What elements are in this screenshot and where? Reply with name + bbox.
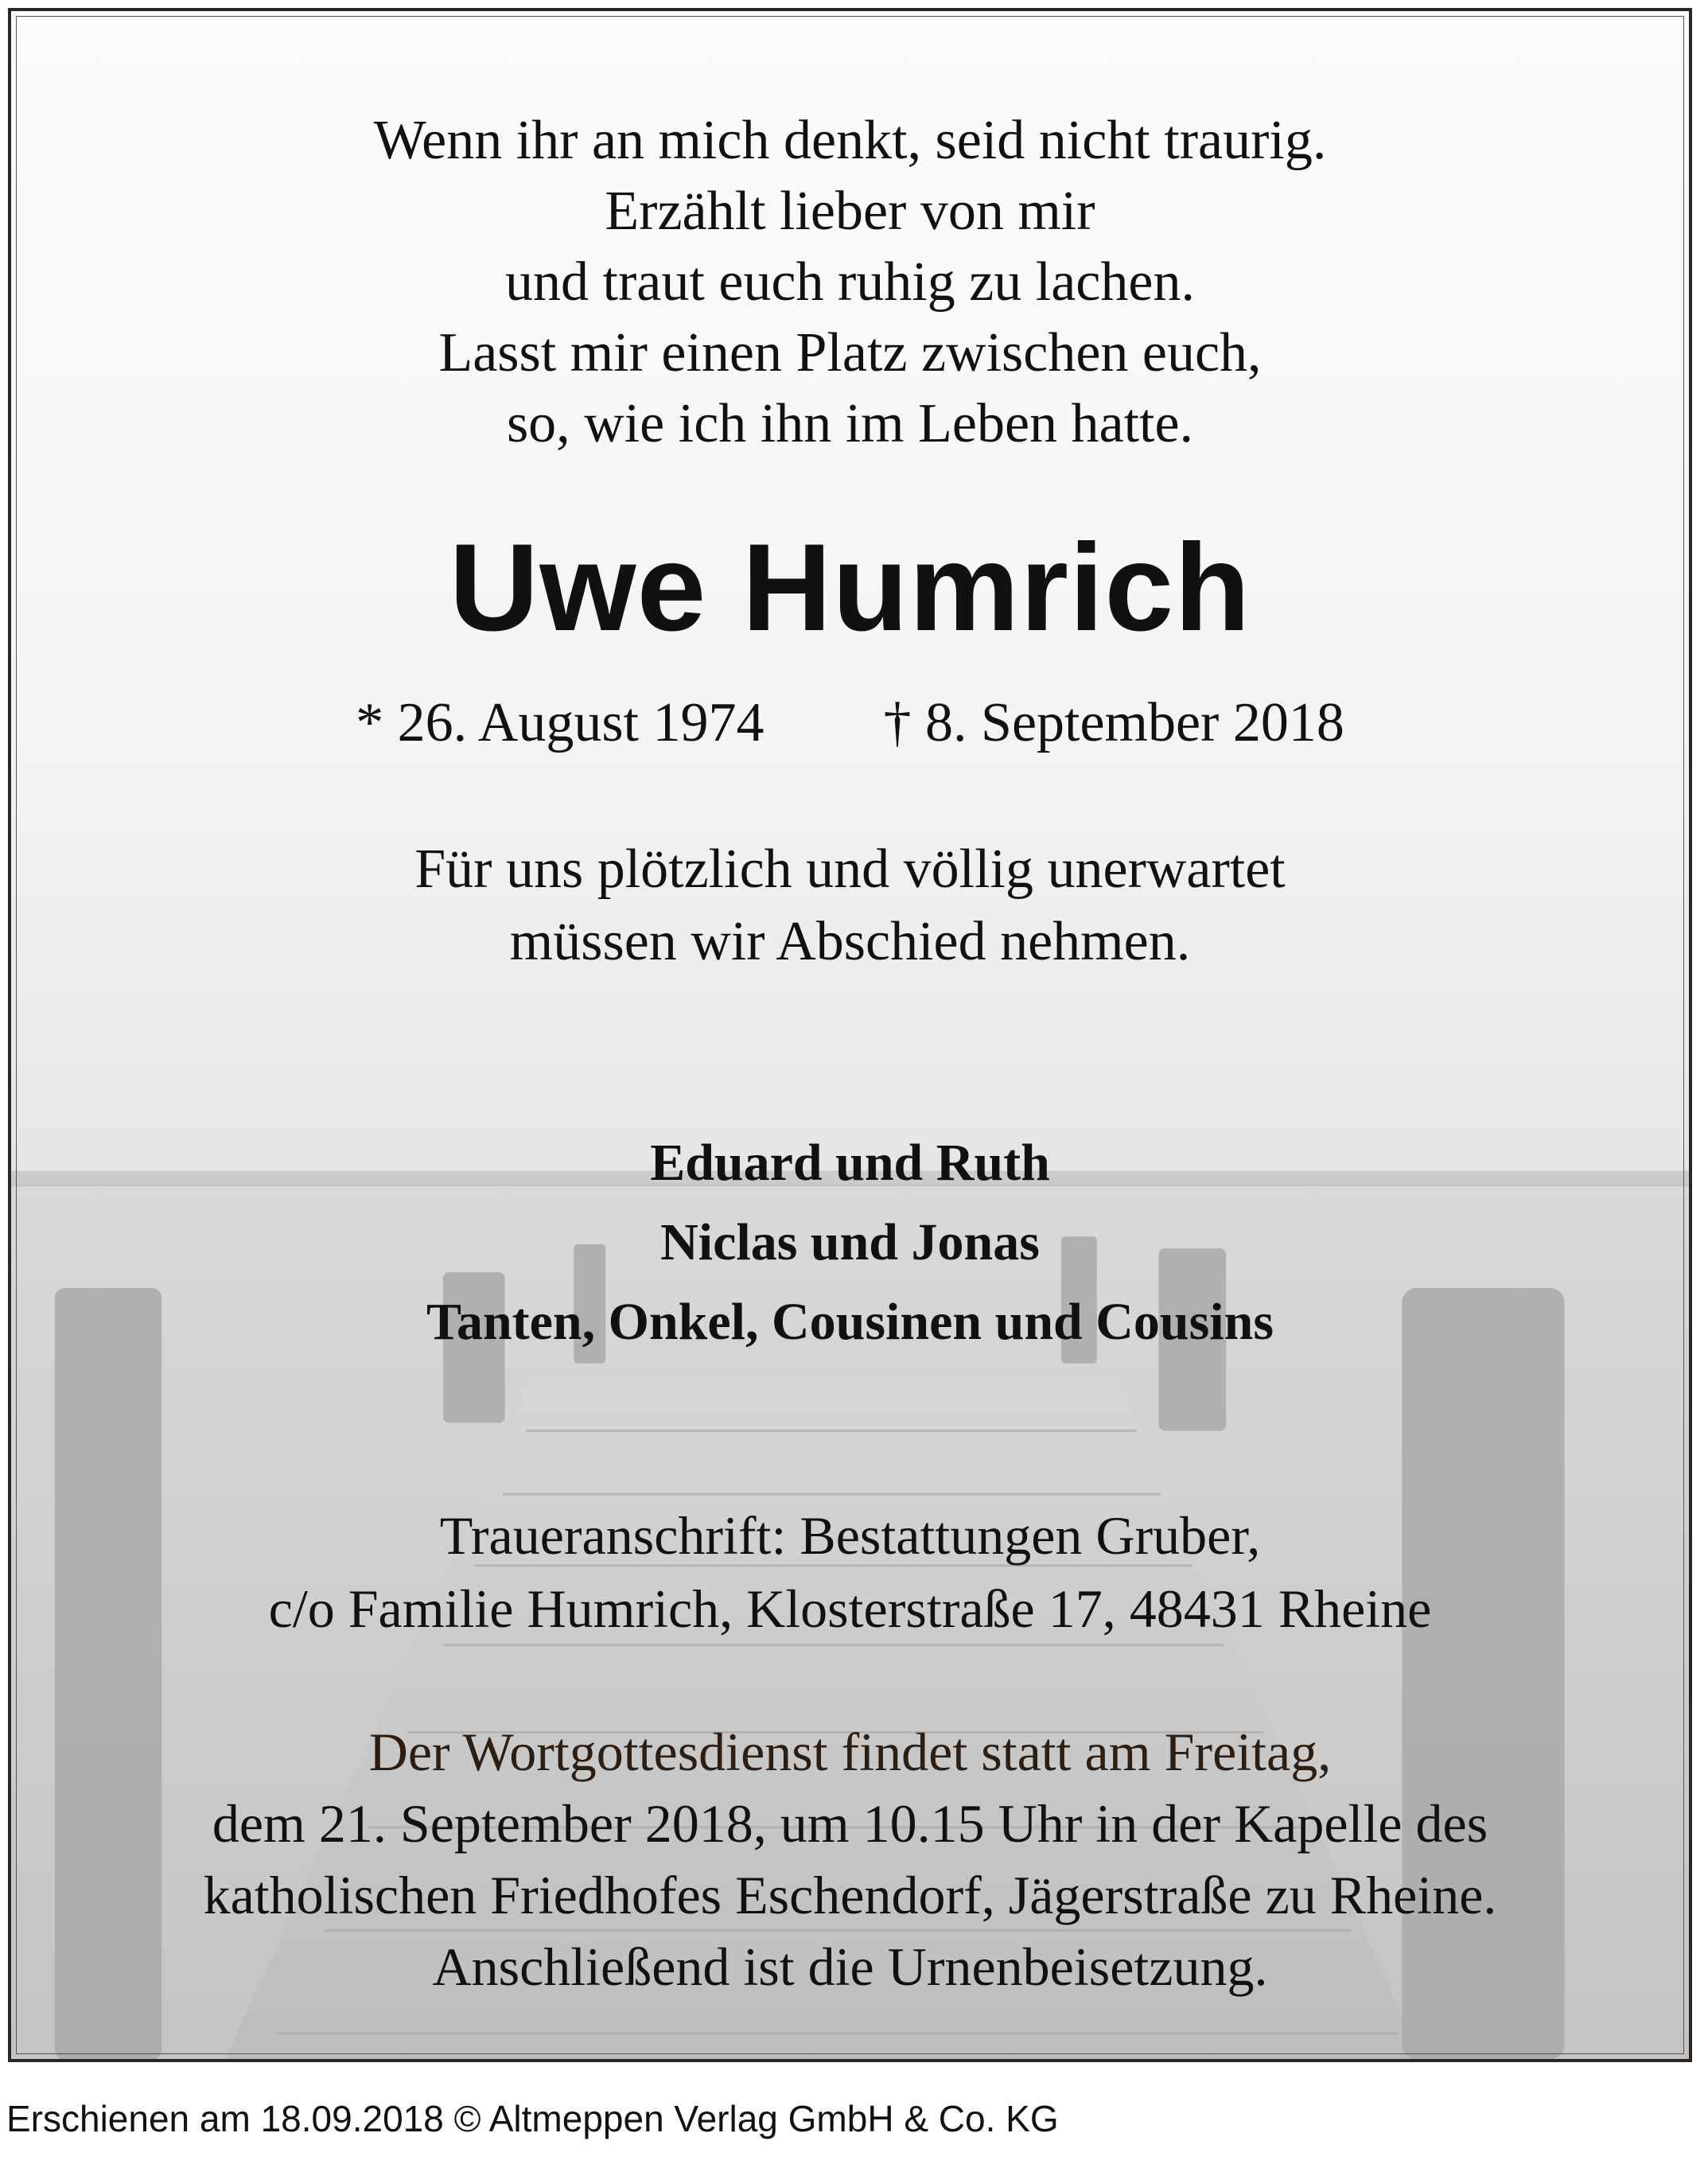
- poem-line: so, wie ich ihn im Leben hatte.: [506, 393, 1194, 454]
- mourner-line: Eduard und Ruth: [650, 1134, 1050, 1192]
- mourners-list: [11, 1123, 1689, 1362]
- death-date: † 8. September 2018: [883, 692, 1344, 753]
- life-dates: [11, 687, 1689, 759]
- obituary-frame: [8, 8, 1692, 2062]
- farewell-text: [11, 833, 1689, 978]
- farewell-line: müssen wir Abschied nehmen.: [509, 911, 1191, 972]
- address-line: c/o Familie Humrich, Klosterstraße 17, 48431 Rheine: [268, 1578, 1432, 1639]
- mourner-line: Tanten, Onkel, Cousinen und Cousins: [426, 1293, 1274, 1351]
- poem-line: und traut euch ruhig zu lachen.: [505, 251, 1195, 313]
- poem: [11, 105, 1689, 459]
- service-notice: [11, 1716, 1689, 2002]
- poem-line: Lasst mir einen Platz zwischen euch,: [438, 322, 1262, 383]
- service-line: dem 21. September 2018, um 10.15 Uhr in der Kapelle des: [212, 1793, 1488, 1854]
- publication-footer: Erschienen am 18.09.2018 © Altmeppen Verlag GmbH & Co. KG: [6, 2098, 1059, 2139]
- service-line: katholischen Friedhofes Eschendorf, Jägerstraße zu Rheine.: [203, 1865, 1497, 1925]
- mourning-address: [11, 1499, 1689, 1645]
- address-line: Traueranschrift: Bestattungen Gruber,: [439, 1505, 1261, 1566]
- mourner-line: Niclas und Jonas: [660, 1213, 1040, 1271]
- birth-date: * 26. August 1974: [356, 692, 765, 753]
- deceased-name: Uwe Humrich: [449, 519, 1251, 657]
- service-line: Anschließend ist die Urnenbeisetzung.: [432, 1936, 1268, 1997]
- poem-line: Wenn ihr an mich denkt, seid nicht traurig.: [373, 110, 1327, 171]
- farewell-line: Für uns plötzlich und völlig unerwartet: [414, 839, 1286, 900]
- poem-line: Erzählt lieber von mir: [605, 181, 1095, 242]
- service-line: Der Wortgottesdienst findet statt am Freitag,: [368, 1722, 1332, 1782]
